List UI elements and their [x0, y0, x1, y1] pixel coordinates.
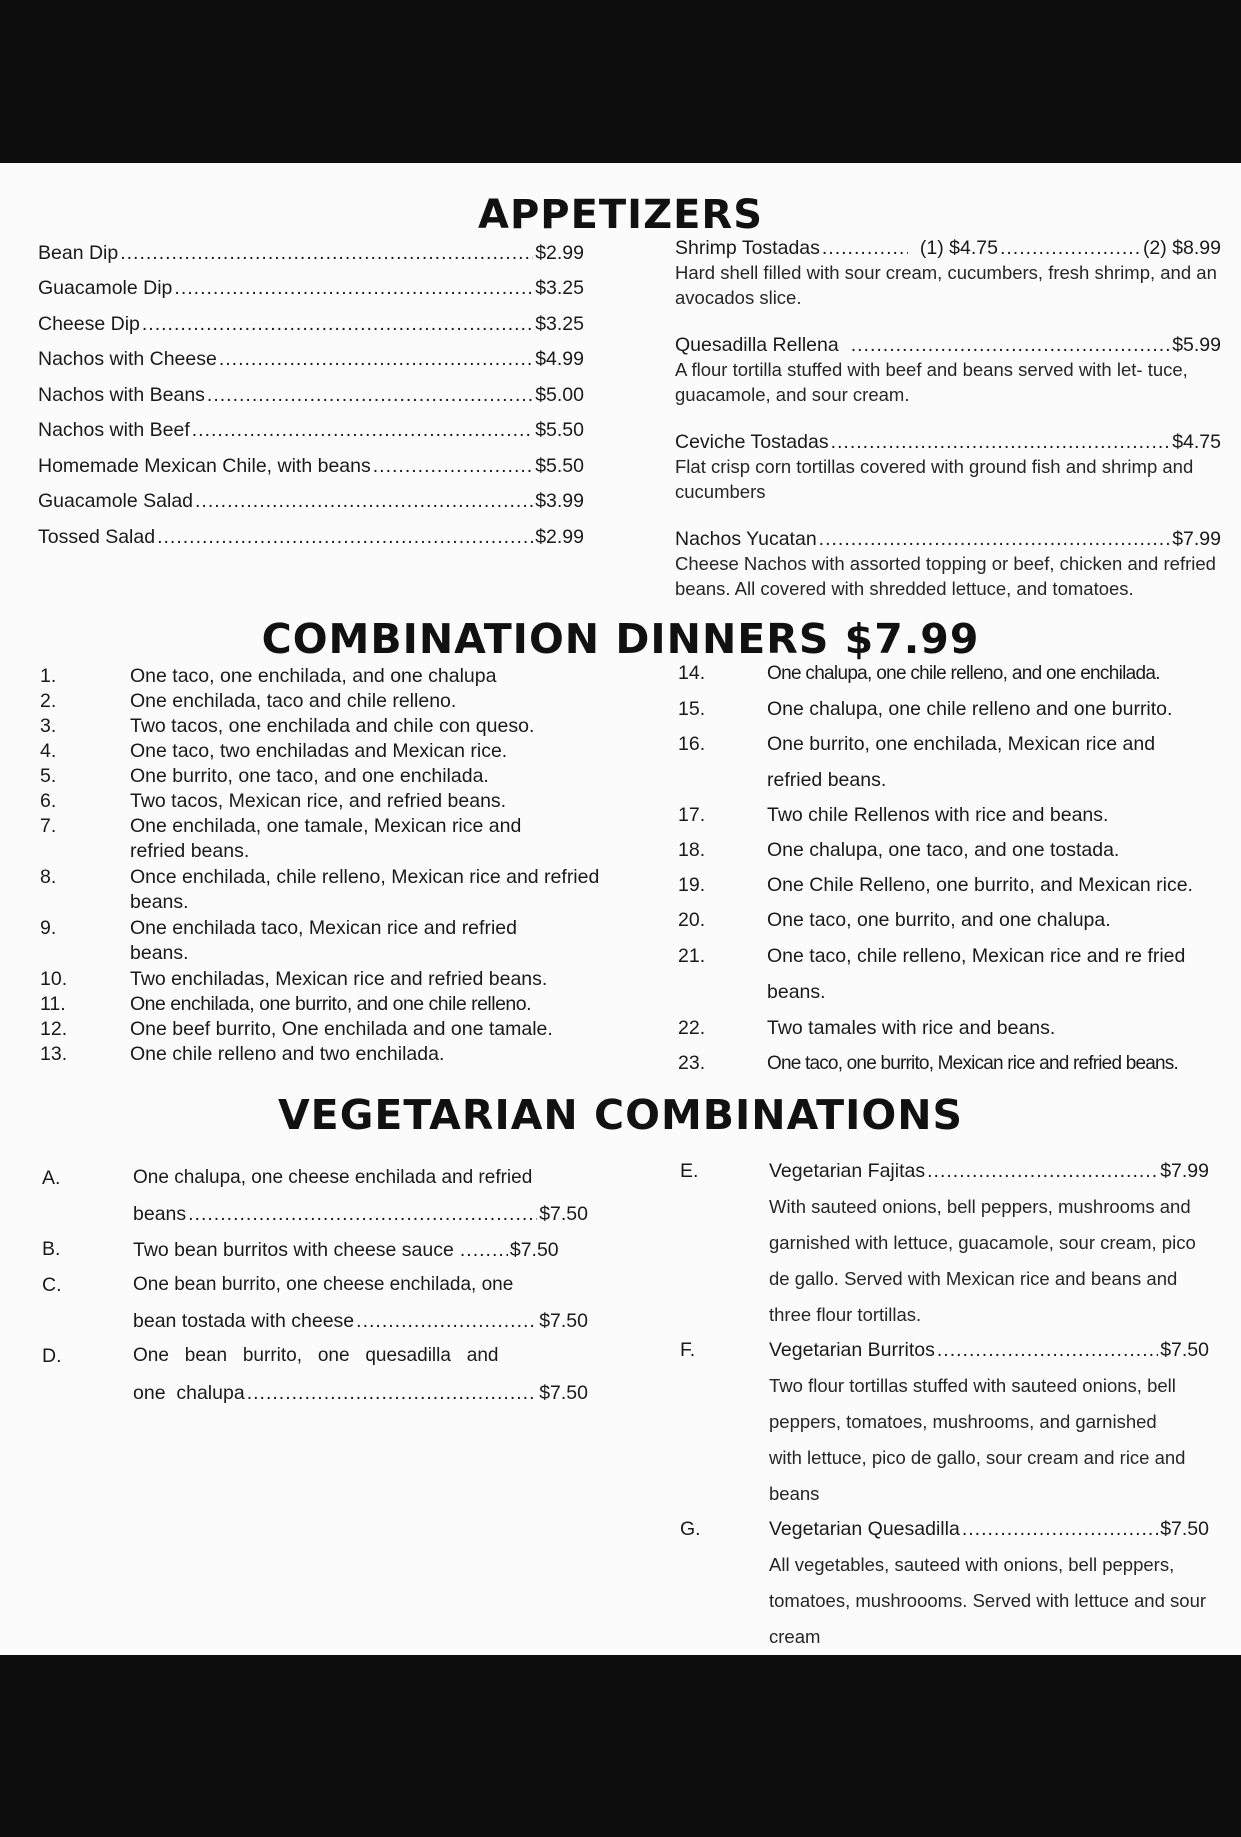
appetizer-description: Cheese Nachos with assorted topping or beef, chicken and refried beans. All covered with shredded lettuce, and tomatoes. [675, 553, 1216, 599]
appetizer-item: Shrimp Tostadas ..... (1) $4.75 ..... (2) $8.99 [675, 236, 1221, 260]
veg-item: beans ..... $7.50 [133, 1202, 588, 1226]
appetizer-item: Nachos with Cheese ..... $4.99 [38, 347, 584, 371]
appetizer-item: Nachos with Beef ..... $5.50 [38, 418, 584, 442]
appetizer-item: Ceviche Tostadas ..... $4.75 [675, 430, 1221, 454]
veg-letter: C. [42, 1274, 62, 1296]
appetizer-item: Tossed Salad ..... $2.99 [38, 525, 584, 549]
appetizer-item: Homemade Mexican Chile, with beans ..... $5.50 [38, 454, 584, 478]
veg-letter: F. [680, 1339, 696, 1361]
appetizer-item: Quesadilla Rellena ..... $5.99 [675, 333, 1221, 357]
vegetarian-heading: VEGETARIAN COMBINATIONS [277, 1091, 964, 1139]
appetizer-item: Nachos with Beans ..... $5.00 [38, 383, 584, 407]
veg-item-line: One chalupa, one cheese enchilada and refried [133, 1167, 533, 1188]
veg-letter: E. [680, 1160, 699, 1182]
veg-item-line: One bean burrito, one quesadilla and [133, 1345, 499, 1366]
veg-description: Two flour tortillas stuffed with sauteed onions, bell peppers, tomatoes, mushrooms, and garnished with lettuce, pico de gallo, sour cream and rice and beans [769, 1375, 1186, 1504]
appetizer-description: Hard shell filled with sour cream, cucumbers, fresh shrimp, and an avocados slice. [675, 262, 1217, 308]
appetizer-description: A flour tortilla stuffed with beef and beans served with let- tuce, guacamole, and sour cream. [675, 359, 1188, 405]
veg-item: Vegetarian Fajitas ..... $7.99 [769, 1159, 1209, 1183]
veg-letter: D. [42, 1345, 62, 1367]
appetizer-item: Bean Dip ..... $2.99 [38, 241, 584, 265]
veg-item-line: One bean burrito, one cheese enchilada, one [133, 1274, 514, 1295]
veg-item: Vegetarian Burritos ..... $7.50 [769, 1338, 1209, 1362]
veg-letter: G. [680, 1518, 701, 1540]
menu-page: APPETIZERS Bean Dip ..... $2.99 Guacamole Dip ..... $3.25 Cheese Dip ..... $3.25 Nachos with Cheese ..... $4.99 Nachos with Beans ..... $5.00 Nachos with Beef ..... $5.50 Homemade Mexican Chile, with beans ..... $5.50 Guacamole Salad ..... $3.99 Tossed Salad ..... $2.99 Shrimp Tostadas ..... (1) $4.75 ..... (2) $8.99 Hard shell filled with sour cream, cucumbers, fresh shrimp, and an avocados slice. Quesadilla Rellena ..... $5.99 A flour tortilla stuffed with beef and beans served with let- tuce, guacamole, and sour cream. Ceviche Tostadas ..... $4.75 Flat crisp corn tortillas covered with ground fish and shrimp and cucumbers Nachos Yucatan ..... $7.99 Cheese Nachos with assorted topping or beef, chicken and refried beans. All covered with shredded lettuce, and tomatoes. COMBINATION DINNERS $7.99 1. One taco, one enchilada, and one chalupa 2. One enchilada, taco and chile relleno. 3. Two tacos, one enchilada and chile con queso. 4. One taco, two enchiladas and Mexican rice. 5. One burrito, one taco, and one enchilada. 6. Two tacos, Mexican rice, and refried beans. 7. One enchilada, one tamale, Mexican rice and refried beans. 8. Once enchilada, chile relleno, Mexican rice and refried beans. 9. One enchilada taco, Mexican rice and refried beans. 10. Two enchiladas, Mexican rice and refried beans. 11. One enchilada, one burrito, and one chile relleno. 12. One beef burrito, One enchilada and one tamale. 13. One chile relleno and two enchilada. 14. One chalupa, one chile relleno, and one enchilada. 15. One chalupa, one chile relleno and one burrito. 16. One burrito, one enchilada, Mexican rice and refried beans. 17. Two chile Rellenos with rice and beans. 18. One chalupa, one taco, and one tostada. 19. One Chile Relleno, one burrito, and Mexican rice. 20. One taco, one burrito, and one chalupa. 21. One taco, chile relleno, Mexican rice and re fried beans. 22. Two tamales with rice and beans. 23. One taco, one burrito, Mexican rice and refried beans. VEGETARIAN COMBINATIONS A. One chalupa, one cheese enchilada and refried beans ..... $7.50 B. Two bean burritos with cheese sauce ..... $7.50 C. One bean burrito, one cheese enchilada, one bean tostada with cheese ..... $7.50 D. One bean burrito, one quesadilla and one chalupa ..... $7.50 E. Vegetarian Fajitas ..... $7.99 With sauteed onions, bell peppers, mushrooms and garnished with lettuce, guacamole, sour cream, pico de gallo. Served with Mexican rice and beans and three flour tortillas. F. Vegetarian Burritos ..... $7.50 Two flour tortillas stuffed with sauteed onions, bell peppers, tomatoes, mushrooms, and garnished with lettuce, pico de gallo, sour cream and rice and beans G. Vegetarian Quesadilla ..... $7.50 All vegetables, sauteed with onions, bell peppers, tomatoes, mushroooms. Served with lettuce and sour cream [0, 163, 1241, 1655]
appetizers-heading: APPETIZERS [477, 192, 764, 238]
veg-letter: A. [42, 1167, 61, 1189]
veg-item: Two bean burritos with cheese sauce ..... $7.50 [133, 1238, 588, 1262]
appetizer-item: Guacamole Salad ..... $3.99 [38, 489, 584, 513]
combination-dinners-heading: COMBINATION DINNERS $7.99 [261, 615, 980, 663]
veg-item: one chalupa ..... $7.50 [133, 1381, 588, 1405]
veg-description: With sauteed onions, bell peppers, mushrooms and garnished with lettuce, guacamole, sour cream, pico de gallo. Served with Mexican rice and beans and three flour tortillas. [769, 1196, 1196, 1325]
appetizer-item: Guacamole Dip ..... $3.25 [38, 276, 584, 300]
veg-item: bean tostada with cheese ..... $7.50 [133, 1309, 588, 1333]
veg-item: Vegetarian Quesadilla ..... $7.50 [769, 1517, 1209, 1541]
veg-letter: B. [42, 1238, 61, 1260]
appetizer-item: Nachos Yucatan ..... $7.99 [675, 527, 1221, 551]
appetizer-description: Flat crisp corn tortillas covered with ground fish and shrimp and cucumbers [675, 456, 1194, 502]
veg-description: All vegetables, sauteed with onions, bell peppers, tomatoes, mushroooms. Served with lettuce and sour cream [769, 1554, 1207, 1647]
appetizer-item: Cheese Dip ..... $3.25 [38, 312, 584, 336]
